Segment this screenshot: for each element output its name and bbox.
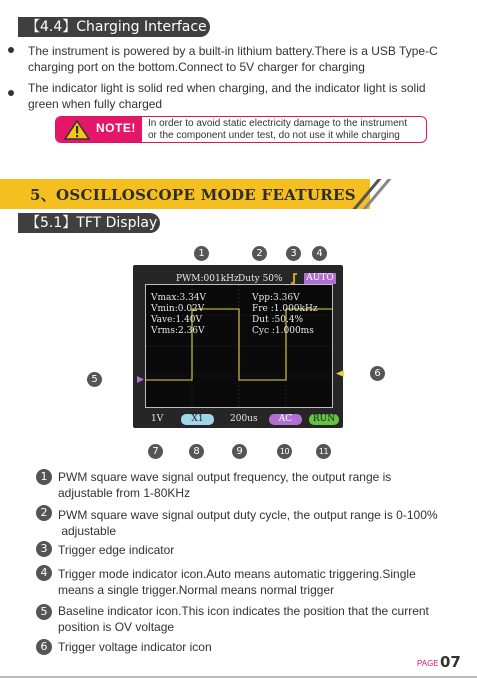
callout-3: 3 <box>286 246 301 261</box>
trigger-voltage-indicator-icon <box>336 370 344 377</box>
callout-2: 2 <box>252 246 267 261</box>
feature-line: Trigger mode indicator icon.Auto means automatic triggering.Single <box>58 567 416 581</box>
feature-line: adjustable <box>58 524 117 538</box>
volt-div-label: 1V <box>151 414 164 424</box>
measurement-vpp: Vpp:3.36V <box>252 293 300 303</box>
measurement-vrms: Vrms:2.36V <box>151 326 205 336</box>
note-line: or the component under test, do not use it while charging <box>148 130 400 141</box>
feature-number-badge: 1 <box>36 469 52 485</box>
callout-7: 7 <box>148 444 163 459</box>
trigger-edge-icon <box>290 273 298 284</box>
feature-line: Trigger voltage indicator icon <box>58 640 212 654</box>
note-box <box>55 116 427 143</box>
trigger-mode-badge: AUTO <box>304 273 336 284</box>
measurement-fre: Fre :1.000kHz <box>252 304 318 314</box>
feature-description <box>58 542 174 558</box>
callout-6: 6 <box>370 366 385 381</box>
coupling-badge: AC <box>269 414 302 425</box>
feature-number-badge: 4 <box>36 565 52 581</box>
callout-8: 8 <box>189 444 204 459</box>
feature-line: Trigger edge indicator <box>58 543 175 557</box>
feature-description <box>58 469 391 501</box>
callout-11: 11 <box>316 444 331 459</box>
feature-line: PWM square wave signal output frequency, the output range is <box>58 470 392 484</box>
callout-4: 4 <box>312 246 327 261</box>
measurement-dut: Dut :50.4% <box>252 315 304 325</box>
bullet-dot-icon <box>8 47 14 53</box>
callout-1: 1 <box>194 246 209 261</box>
page-label: PAGE <box>417 659 439 668</box>
baseline-indicator-icon <box>137 376 144 383</box>
feature-number-badge: 2 <box>36 505 52 521</box>
measurement-cyc: Cyc :1.000ms <box>252 326 314 336</box>
measurement-vmin: Vmin:0.02V <box>151 304 205 314</box>
note-label-pill <box>56 117 142 142</box>
feature-number-badge: 5 <box>36 604 52 620</box>
bullet-line: charging port on the bottom.Connect to 5V charger for charging <box>28 60 365 74</box>
bullet-item <box>8 43 468 75</box>
feature-description <box>58 639 212 655</box>
pwm-frequency-label: PWM:001kHz <box>176 274 239 284</box>
run-state-badge: RUN <box>309 414 339 425</box>
bullet-line: The instrument is powered by a built-in lithium battery.There is a USB Type-C <box>28 44 438 58</box>
bullet-item <box>8 80 468 112</box>
page-number: 07 <box>440 653 461 671</box>
note-label: NOTE! <box>96 121 136 135</box>
section-heading-oscilloscope <box>0 179 370 209</box>
feature-description <box>58 507 438 539</box>
warning-icon <box>64 120 90 140</box>
probe-badge: X1 <box>181 414 214 425</box>
bullet-dot-icon <box>8 90 14 96</box>
pwm-duty-label: Duty 50% <box>238 274 283 284</box>
feature-description <box>58 603 429 635</box>
note-line: In order to avoid static electricity damage to the instrument <box>148 118 408 129</box>
time-div-label: 200us <box>230 414 258 424</box>
callout-9: 9 <box>232 444 247 459</box>
callout-10: 10 <box>277 444 292 459</box>
feature-number-badge: 3 <box>36 541 52 557</box>
feature-line: PWM square wave signal output duty cycle, the output range is 0-100% <box>58 508 438 522</box>
feature-description <box>58 566 416 598</box>
note-text <box>148 118 407 142</box>
section-heading-charging: 【4.4】Charging Interface <box>18 17 210 37</box>
bullet-line: The indicator light is solid red when charging, and the indicator light is solid <box>28 81 426 95</box>
section-heading-tft: 【5.1】TFT Display <box>18 213 160 233</box>
feature-line: means a single trigger.Normal means normal trigger <box>58 583 335 597</box>
bullet-line: green when fully charged <box>28 97 163 111</box>
feature-number-badge: 6 <box>36 639 52 655</box>
section-title: 5、OSCILLOSCOPE MODE FEATURES <box>30 186 356 204</box>
measurement-vmax: Vmax:3.34V <box>151 293 207 303</box>
callout-5: 5 <box>87 372 102 387</box>
measurement-vave: Vave:1.40V <box>151 315 203 325</box>
feature-line: adjustable from 1-80KHz <box>58 486 191 500</box>
footer-divider <box>0 676 477 678</box>
feature-line: Baseline indicator icon.This icon indicates the position that the current <box>58 604 429 618</box>
feature-line: position is OV voltage <box>58 620 175 634</box>
